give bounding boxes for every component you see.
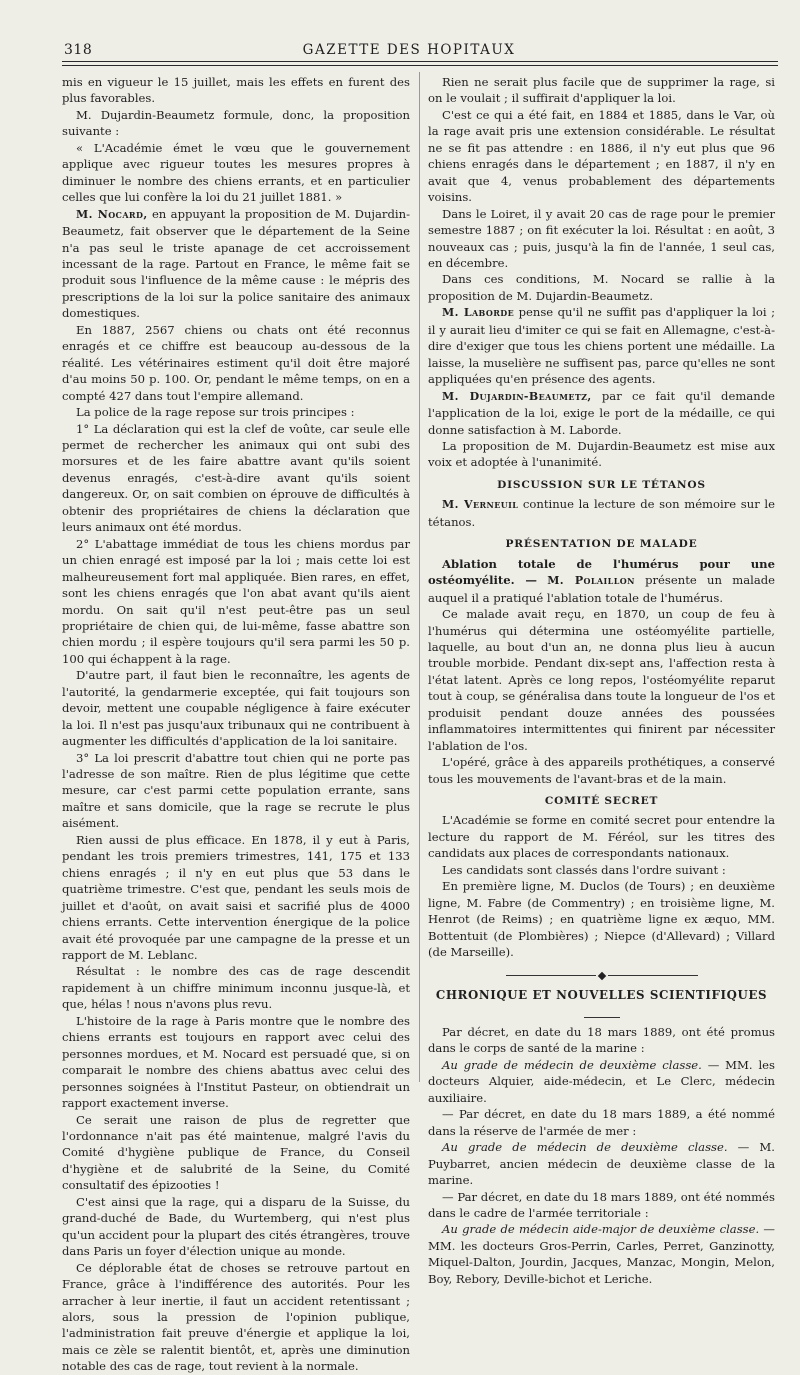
section-heading-comite: COMITÉ SECRET (544, 795, 659, 808)
grade-title: Au grade de médecin aide-major de deuxième classe. (442, 1222, 760, 1237)
paragraph: M. Dujardin-Beaumetz formule, donc, la proposition suivante : (62, 107, 410, 139)
paragraph: En 1887, 2567 chiens ou chats ont été reconnus enragés et ce chiffre est beaucoup au-dessous de la réalité. Les vétérinaires estiment qu'il doit être majoré d'au moins 50 p. 100. Or, pendant le même temps, on en a compté 427 dans tout l'empire allemand. (62, 322, 410, 403)
speaker-name: M. Nocard, (76, 207, 148, 221)
paragraph: 3° La loi prescrit d'abattre tout chien qui ne porte pas l'adresse de son maître. Rien de plus légitime que cette mesure, car c'est parmi cette population errante, sans maître et sans domicile, que la rage se recrute le plus aisément. (62, 750, 410, 831)
paragraph: « L'Académie émet le vœu que le gouvernement applique avec rigueur toutes les mesures propres à diminuer le nombre des chiens errants, et en particulier celles que lui confère la loi du 21 juillet 1881. » (62, 140, 410, 205)
paragraph: 1° La déclaration qui est la clef de voûte, car seule elle permet de rechercher les animaux qui ont subi des morsures et de les faire abattre avant qu'ils soient devenus enragés, c'est-à-dire avant qu'ils soient dangereux. Or, on sait combien on éprouve de difficultés à obtenir des propriétaires de chiens la déclaration que leurs animaux ont été mordus. (62, 421, 410, 535)
paragraph: Ce déplorable état de choses se retrouve partout en France, grâce à l'indifférence des autorités. Pour les arracher à leur inertie, il faut un accident retentissant ; alors, sous la pression de l'opinion publique, l'administration fait preuve d'énergie et applique la loi, mais ce zèle se ralentit bientôt, et, après une diminution notable des cas de rage, tout revient à la normale. (62, 1260, 410, 1374)
speaker-name: M. Polaillon (547, 574, 635, 588)
paragraph-text: continue la lecture de son mémoire sur le tétanos. (428, 497, 775, 529)
paragraph: — Par décret, en date du 18 mars 1889, ont été nommés dans le cadre de l'armée territoriale : (428, 1189, 775, 1220)
paragraph-text: — MM. les docteurs Alquier, aide-médecin, et Le Clerc, médecin auxiliaire. (428, 1057, 775, 1105)
paragraph: D'autre part, il faut bien le reconnaître, les agents de l'autorité, la gendarmerie exceptée, qui fait toujours son devoir, mettent une coupable négligence à faire exécuter la loi. Il n'est pas jusqu'aux tribunaux qui ne contribuent à augmenter les difficultés d'application de la loi sanitaire. (62, 668, 410, 749)
paragraph (428, 1221, 775, 1287)
speaker-name: M. Verneuil (442, 498, 519, 512)
paragraph (428, 556, 775, 606)
page-header (58, 38, 760, 60)
paragraph-text: en appuyant la proposition de M. Dujardin-Beaumetz, fait observer que le département de la Seine n'a pas seul le triste apanage de cet accroissement incessant de la rage. Partout en France, le même fait se produit sous l'influence de la même cause : le mépris des prescriptions de la loi sur la police sanitaire des animaux domestiques. (62, 206, 410, 321)
header-rule-thin (62, 65, 778, 66)
section-ornament (428, 967, 775, 979)
left-column (62, 74, 410, 1375)
paragraph-text: pense qu'il ne suffit pas d'appliquer la loi ; il y aurait lieu d'imiter ce qui se fait en Allemagne, c'est-à-dire d'exiger que tous les chiens portent une médaille. La laisse, la muselière ne suffisent pas, parce qu'elles ne sont appliquées qu'en présence des agents. (428, 305, 775, 387)
paragraph: Les candidats sont classés dans l'ordre suivant : (442, 862, 726, 877)
case-title: Ablation totale de l'humérus pour une ostéomyélite. — (428, 556, 775, 588)
paragraph: Rien ne serait plus facile que de supprimer la rage, si on le voulait ; il suffirait d'appliquer la loi. (428, 75, 775, 106)
paragraph: C'est ce qui a été fait, en 1884 et 1885, dans le Var, où la rage avait pris une extension considérable. Le résultat ne se fit pas attendre : en 1886, il n'y eut plus que 96 chiens enragés dans le département ; en 1887, il n'y en avait que 4, venus probablement des départements voisins. (428, 107, 775, 205)
section-heading-tetanos: DISCUSSION SUR LE TÉTANOS (497, 478, 706, 491)
paragraph (428, 496, 775, 530)
paragraph: La police de la rage repose sur trois principes : (76, 405, 355, 420)
paragraph-text: — MM. les docteurs Gros-Perrin, Carles, Perret, Ganzinotty, Miquel-Dalton, Jourdin, Jacques, Manzac, Mongin, Melon, Boy, Rebory, Deville-bichot et Leriche. (428, 1222, 776, 1286)
paragraph: Par décret, en date du 18 mars 1889, ont été promus dans le corps de santé de la marine : (428, 1025, 775, 1056)
paragraph (428, 388, 775, 438)
heading-underline (428, 1006, 775, 1014)
paragraph: — Par décret, en date du 18 mars 1889, a été nommé dans la réserve de l'armée de mer : (428, 1107, 775, 1138)
header-rule-thick (62, 61, 778, 62)
speaker-name: M. Laborde (442, 306, 515, 320)
grade-title: Au grade de médecin de deuxième classe. (442, 1057, 702, 1072)
paragraph: mis en vigueur le 15 juillet, mais les effets en furent des plus favorables. (62, 75, 410, 106)
paragraph: Dans ces conditions, M. Nocard se rallie à la proposition de M. Dujardin-Beaumetz. (428, 272, 775, 303)
paragraph: 2° L'abattage immédiat de tous les chiens mordus par un chien enragé est imposé par la loi ; mais cette loi est malheureusement fort mal appliquée. Bien rares, en effet, sont les chiens enragés que l'on abat avant qu'ils aient mordu. On sait qu'il n'est peut-être pas un seul propriétaire de chien qui, de lui-même, fasse abattre son chien mordu ; il espère toujours qu'il sera parmi les 50 p. 100 qui échappent à la rage. (62, 536, 410, 666)
paragraph (428, 1057, 775, 1106)
paragraph: En première ligne, M. Duclos (de Tours) ; en deuxième ligne, M. Fabre (de Commentry) ; en troisième ligne, M. Henrot (de Reims) ; en quatrième ligne ex æquo, MM. Bottentuit (de Plombières) ; Niepce (d'Allevard) ; Villard (de Marseille). (428, 879, 775, 960)
paragraph: Rien aussi de plus efficace. En 1878, il y eut à Paris, pendant les trois premiers trimestres, 141, 175 et 133 chiens enragés ; il n'y en eut plus que 53 dans le quatrième trimestre. C'est que, pendant les seuls mois de juillet et d'août, on avait saisi et sacrifié plus de 4000 chiens errants. Cette intervention énergique de la police avait été provoquée par une campagne de la presse et un rapport de M. Leblanc. (62, 832, 410, 963)
column-divider (419, 72, 420, 1082)
paragraph-text: — M. Puybarret, ancien médecin de deuxième classe de la marine. (428, 1140, 775, 1188)
paragraph-text: par ce fait qu'il demande l'application de la loi, exige le port de la médaille, ce qui donne satisfaction à M. Laborde. (428, 388, 775, 437)
running-title: GAZETTE DES HOPITAUX (302, 42, 516, 58)
page-number: 318 (64, 42, 93, 58)
right-column (428, 74, 775, 1287)
paragraph: Ce serait une raison de plus de regretter que l'ordonnance n'ait pas été maintenue, malgré l'avis du Comité d'hygiène publique de France, du Conseil d'hygiène et de salubrité de la Seine, du Comité consultatif des épizooties ! (62, 1112, 410, 1193)
paragraph: L'Académie se forme en comité secret pour entendre la lecture du rapport de M. Féréol, sur les titres des candidats aux places de correspondants nationaux. (428, 813, 775, 861)
paragraph: L'histoire de la rage à Paris montre que le nombre des chiens errants est toujours en rapport avec celui des personnes mordues, et M. Nocard est persuadé que, si on comparait le nombre des chiens abattus avec celui des personnes soignées à l'Institut Pasteur, on obtiendrait un rapport exactement inverse. (62, 1013, 410, 1111)
paragraph: Ce malade avait reçu, en 1870, un coup de feu à l'humérus qui détermina une ostéomyélite partielle, laquelle, au bout d'un an, ne donna plus lieu à aucun trouble morbide. Pendant dix-sept ans, l'affection resta à l'état latent. Après ce long repos, l'ostéomyélite reparut tout à coup, se généralisa dans toute la longueur de l'os et produisit pendant douze années des poussées inflammatoires intermittentes qui finirent par nécessiter l'ablation de l'os. (428, 607, 775, 753)
paragraph: Résultat : le nombre des cas de rage descendit rapidement à un chiffre minimum inconnu jusque-là, et que, hélas ! nous n'avons plus revu. (62, 964, 410, 1012)
paragraph: Dans le Loiret, il y avait 20 cas de rage pour le premier semestre 1887 ; on fit exécuter la loi. Résultat : en août, 3 nouveaux cas ; puis, jusqu'à la fin de l'année, 1 seul cas, en décembre. (428, 206, 775, 270)
paragraph (62, 206, 410, 322)
paragraph (428, 304, 775, 387)
grade-title: Au grade de médecin de deuxième classe. (442, 1140, 728, 1155)
paragraph-text: présente un malade auquel il a pratiqué l'ablation totale de l'humérus. (428, 573, 776, 605)
paragraph: C'est ainsi que la rage, qui a disparu de la Suisse, du grand-duché de Bade, du Wurtemberg, qui n'est plus qu'un accident pour la plupart des cités étrangères, trouve dans Paris un foyer d'élection unique au monde. (62, 1194, 410, 1259)
paragraph: L'opéré, grâce à des appareils prothétiques, a conservé tous les mouvements de l'avant-bras et de la main. (428, 755, 775, 786)
paragraph (428, 1139, 775, 1188)
speaker-name: M. Dujardin-Beaumetz, (442, 389, 592, 403)
section-heading-presentation: PRÉSENTATION DE MALADE (505, 538, 698, 551)
section-heading-chronique: CHRONIQUE ET NOUVELLES SCIENTIFIQUES (435, 987, 768, 1002)
paragraph: La proposition de M. Dujardin-Beaumetz est mise aux voix et adoptée à l'unanimité. (428, 438, 775, 470)
